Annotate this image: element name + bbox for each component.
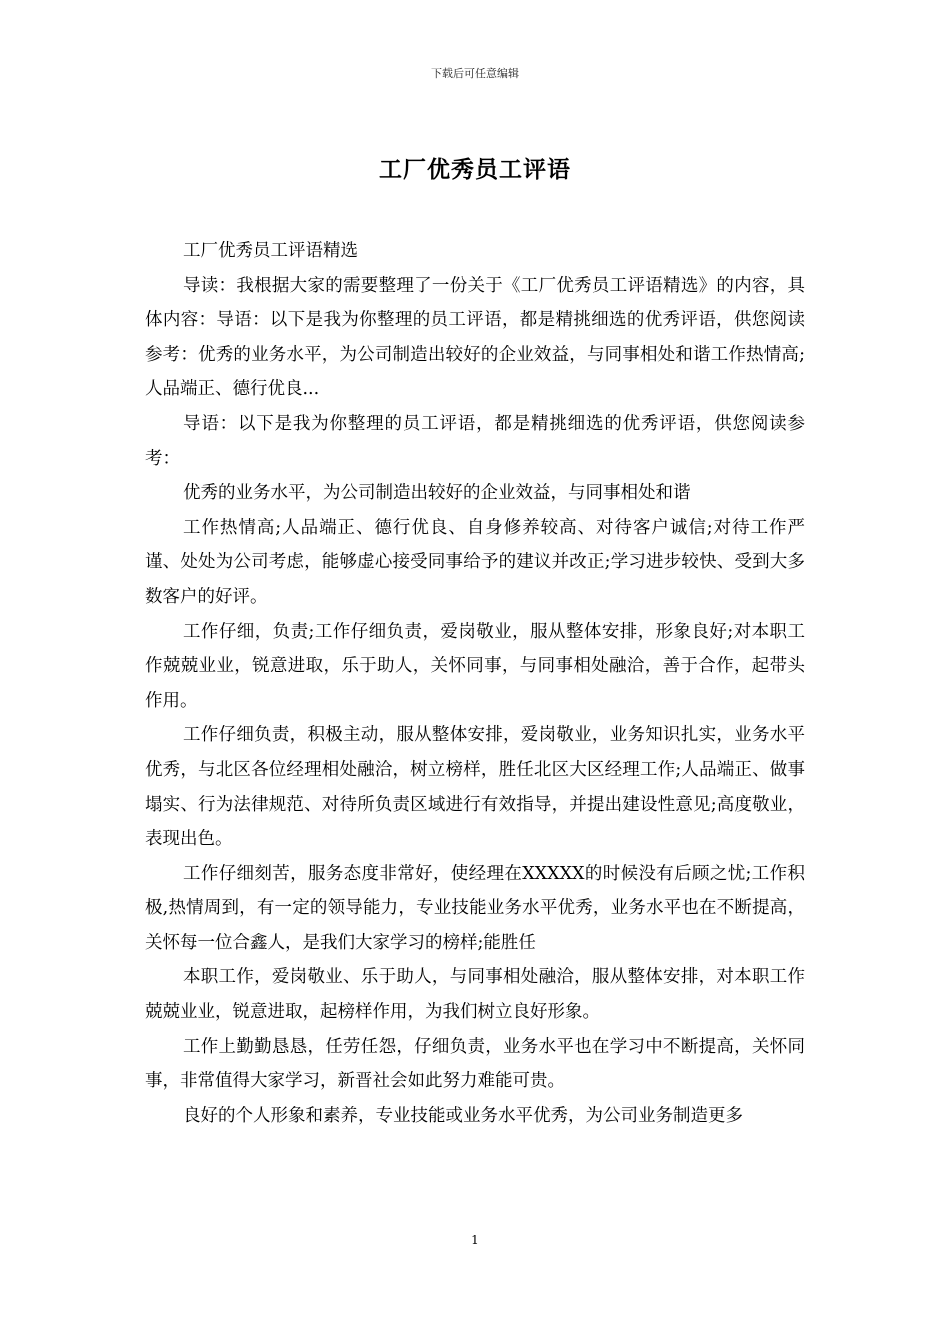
paragraph: 工作热情高;人品端正、德行优良、自身修养较高、对待客户诚信;对待工作严谨、处处为公司考虑，能够虚心接受同事给予的建议并改正;学习进步较快、受到大多数客户的好评。	[145, 517, 805, 607]
paragraph: 工作仔细，负责;工作仔细负责，爱岗敬业，服从整体安排，形象良好;对本职工作兢兢业业，锐意进取，乐于助人，关怀同事，与同事相处融洽，善于合作，起带头作用。	[145, 621, 805, 711]
paragraph: 优秀的业务水平，为公司制造出较好的企业效益，与同事相处和谐	[183, 483, 691, 504]
header-note: 下载后可任意编辑	[431, 67, 519, 80]
page-number: 1	[471, 1233, 479, 1247]
document-body	[145, 234, 805, 1133]
paragraph: 工厂优秀员工评语精选	[183, 241, 358, 261]
document-title: 工厂优秀员工评语	[379, 156, 571, 183]
paragraph: 工作上勤勤恳恳，任劳任怨，仔细负责，业务水平也在学习中不断提高，关怀同事，非常值得大家学习，新晋社会如此努力难能可贵。	[145, 1036, 805, 1092]
paragraph: 导语：以下是我为你整理的员工评语，都是精挑细选的优秀评语，供您阅读参考：	[145, 413, 805, 469]
paragraph: 本职工作，爱岗敬业、乐于助人，与同事相处融洽，服从整体安排，对本职工作兢兢业业，锐意进取，起榜样作用，为我们树立良好形象。	[145, 967, 805, 1023]
paragraph: 工作仔细负责，积极主动，服从整体安排，爱岗敬业，业务知识扎实，业务水平优秀，与北区各位经理相处融洽，树立榜样，胜任北区大区经理工作;人品端正、做事塌实、行为法律规范、对待所负责区域进行有效指导，并提出建设性意见;高度敬业，表现出色。	[145, 725, 805, 850]
paragraph: 导读：我根据大家的需要整理了一份关于《工厂优秀员工评语精选》的内容，具体内容：导语：以下是我为你整理的员工评语，都是精挑细选的优秀评语，供您阅读参考：优秀的业务水平，为公司制造出较好的企业效益，与同事相处和谐工作热情高;人品端正、德行优良...	[145, 275, 805, 400]
paragraph: 工作仔细刻苦，服务态度非常好，使经理在XXXXX的时候没有后顾之忧;工作积极,热情周到，有一定的领导能力，专业技能业务水平优秀，业务水平也在不断提高，关怀每一位合鑫人，是我们大家学习的榜样;能胜任	[145, 863, 805, 953]
paragraph: 良好的个人形象和素养，专业技能或业务水平优秀，为公司业务制造更多	[183, 1105, 743, 1126]
